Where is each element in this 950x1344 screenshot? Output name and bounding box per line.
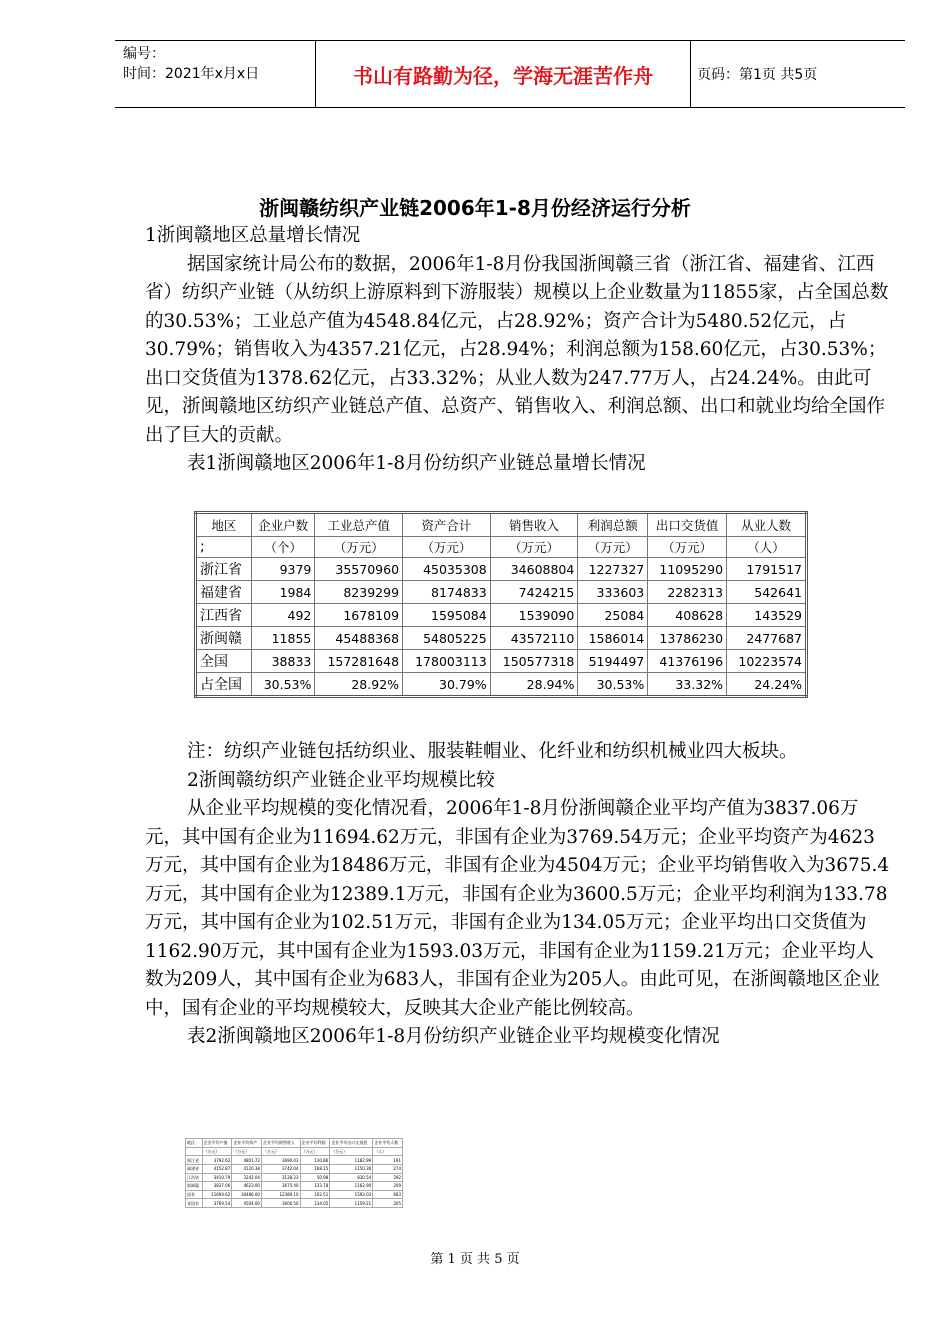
table-cell: 333603 (578, 581, 648, 604)
table2-unit-cell: （万元） (330, 1147, 373, 1156)
table1-unit-cell: （个） (251, 537, 315, 558)
table1-header-cell: 从业人数 (727, 513, 807, 537)
table-cell: 38833 (251, 650, 315, 673)
table2-header-cell: 地区 (186, 1139, 203, 1148)
table-cell: 134.05 (300, 1199, 330, 1208)
table-row (186, 1156, 403, 1165)
table-cell: 4623.00 (232, 1182, 262, 1191)
doc-number-label: 编号： (123, 46, 165, 62)
table2-unit-cell: （人） (373, 1147, 403, 1156)
table2-region-cell: 非国有 (186, 1199, 203, 1208)
table-cell: 2477687 (727, 627, 807, 650)
table-cell: 4152.87 (202, 1164, 232, 1173)
table-cell: 1150.36 (330, 1164, 373, 1173)
table-cell: 205 (373, 1199, 403, 1208)
table2-region-cell: 浙江省 (186, 1156, 203, 1165)
table-cell: 3675.40 (261, 1182, 300, 1191)
table-cell: 102.51 (300, 1190, 330, 1199)
table-cell: 1678109 (315, 604, 403, 627)
section1-heading: 1浙闽赣地区总量增长情况 (145, 225, 361, 246)
section2-heading: 2浙闽赣纺织产业链企业平均规模比较 (187, 769, 495, 791)
table-cell: 2282313 (648, 581, 727, 604)
table2-caption: 表2浙闽赣地区2006年1-8月份纺织产业链企业平均规模变化情况 (187, 1026, 720, 1047)
table-cell: 292 (373, 1173, 403, 1182)
table-row (186, 1190, 403, 1199)
header-meta (123, 44, 313, 84)
table2-header-cell: 企业平均利润 (300, 1139, 330, 1148)
table-cell: 143529 (727, 604, 807, 627)
table-cell: 18486.00 (232, 1190, 262, 1199)
table1-header-cell: 销售收入 (490, 513, 578, 537)
table-cell: 150577318 (490, 650, 578, 673)
table-cell: 3742.04 (261, 1164, 300, 1173)
table-cell: 9379 (251, 558, 315, 581)
table-cell: 11855 (251, 627, 315, 650)
table-cell: 4801.72 (232, 1156, 262, 1165)
table-cell: 25084 (578, 604, 648, 627)
table2-unit-cell: （万元） (300, 1147, 330, 1156)
table-cell: 274 (373, 1164, 403, 1173)
table-row (186, 1173, 403, 1182)
table1-unit-cell: （万元） (315, 537, 403, 558)
table1-region-cell: 全国 (196, 650, 252, 673)
table-cell: 209 (373, 1182, 403, 1191)
table-cell: 50.98 (300, 1173, 330, 1182)
table-cell: 133.78 (300, 1182, 330, 1191)
table-cell: 7424215 (490, 581, 578, 604)
table-cell: 10223574 (727, 650, 807, 673)
table1-unit-cell: （万元） (578, 537, 648, 558)
table2-unit-cell (186, 1147, 203, 1156)
table2-units-row (186, 1147, 403, 1156)
table2-region-cell: 国有 (186, 1190, 203, 1199)
table2-header-cell: 企业平均人数 (373, 1139, 403, 1148)
table2-region-cell: 福建省 (186, 1164, 203, 1173)
table-cell: 30.79% (403, 673, 491, 697)
section2-body: 从企业平均规模的变化情况看，2006年1-8月份浙闽赣企业平均产值为3837.06万元，其中国有企业为11694.62万元，非国有企业为3769.54万元；企业平均资产为4623万元，其中国有企业为18486万元，非国有企业为4504万元；企业平均销售收入为3675.4万元，其中国有企业为12389.1万元，非国有企业为3600.5万元；企业平均利润为133.78万元，其中国有企业为102.51万元，非国有企业为134.05万元；企业平均出口交货值为1162.90万元，其中国有企业为1593.03万元，非国有企业为1159.21万元；企业平均人数为209人，其中国有企业为683人，非国有企业为205人。由此可见，在浙闽赣地区企业中，国有企业的平均规模较大，反映其大企业产能比例较高。 (145, 798, 890, 1019)
table1-header-cell: 地区 (196, 513, 252, 537)
table-cell: 11095290 (648, 558, 727, 581)
table-row (196, 650, 807, 673)
table1-header-cell: 利润总额 (578, 513, 648, 537)
table-row (196, 627, 807, 650)
table1-unit-cell: （万元） (490, 537, 578, 558)
table-row (196, 581, 807, 604)
table-row (186, 1182, 403, 1191)
table1-unit-cell: ; (196, 537, 252, 558)
table-cell: 54805225 (403, 627, 491, 650)
table-cell: 35570960 (315, 558, 403, 581)
section1 (145, 222, 890, 479)
table-cell: 3837.06 (202, 1182, 232, 1191)
table1-header-cell: 企业户数 (251, 513, 315, 537)
table2-unit-cell: （万元） (202, 1147, 232, 1156)
page-header (115, 40, 905, 108)
table1-unit-cell: （万元） (403, 537, 491, 558)
table-cell: 130.86 (300, 1156, 330, 1165)
table-cell: 3242.04 (232, 1173, 262, 1182)
table-cell: 3769.54 (202, 1199, 232, 1208)
table1-region-cell: 浙江省 (196, 558, 252, 581)
table1-header-cell: 工业总产值 (315, 513, 403, 537)
table2-header-cell: 企业平均出口交货值 (330, 1139, 373, 1148)
table-cell: 3600.50 (261, 1199, 300, 1208)
table1-header-cell: 资产合计 (403, 513, 491, 537)
table2-header-row (186, 1139, 403, 1148)
table-cell: 178003113 (403, 650, 491, 673)
table-cell: 1595084 (403, 604, 491, 627)
table-cell: 13786230 (648, 627, 727, 650)
table-cell: 28.92% (315, 673, 403, 697)
table-cell: 1227327 (578, 558, 648, 581)
table-cell: 28.94% (490, 673, 578, 697)
table-cell: 45035308 (403, 558, 491, 581)
table1-caption: 表1浙闽赣地区2006年1-8月份纺织产业链总量增长情况 (187, 453, 646, 474)
table-cell: 11694.62 (202, 1190, 232, 1199)
header-page-info: 页码：第1页 共5页 (697, 67, 818, 83)
section2 (145, 738, 890, 1052)
table-cell: 30.53% (578, 673, 648, 697)
table-row (196, 604, 807, 627)
table1-unit-cell: （人） (727, 537, 807, 558)
table-row (186, 1199, 403, 1208)
table2-unit-cell: （万元） (232, 1147, 262, 1156)
table-cell: 33.32% (648, 673, 727, 697)
table1-header-row (196, 513, 807, 537)
table1-region-cell: 江西省 (196, 604, 252, 627)
table2 (185, 1138, 403, 1208)
table2-unit-cell: （万元） (261, 1147, 300, 1156)
table-row (196, 558, 807, 581)
table-cell: 45488368 (315, 627, 403, 650)
table2-header-cell: 企业平均资产 (232, 1139, 262, 1148)
table-cell: 1593.03 (330, 1190, 373, 1199)
table-cell: 5194497 (578, 650, 648, 673)
doc-time-label: 时间：2021年x月x日 (123, 66, 260, 82)
table-cell: 1162.90 (330, 1182, 373, 1191)
table-cell: 4120.38 (232, 1164, 262, 1173)
table-cell: 34608804 (490, 558, 578, 581)
table1-region-cell: 福建省 (196, 581, 252, 604)
table-cell: 542641 (727, 581, 807, 604)
table1 (194, 511, 808, 698)
table-cell: 4504.00 (232, 1199, 262, 1208)
table-cell: 191 (373, 1156, 403, 1165)
table-cell: 1539090 (490, 604, 578, 627)
table2-region-cell: 浙闽赣 (186, 1182, 203, 1191)
table1-region-cell: 占全国 (196, 673, 252, 697)
section1-body: 据国家统计局公布的数据，2006年1-8月份我国浙闽赣三省（浙江省、福建省、江西省）纺织产业链（从纺织上游原料到下游服装）规模以上企业数量为11855家，占全国总数的30.53%；工业总产值为4548.84亿元，占28.92%；资产合计为5480.52亿元，占30.79%；销售收入为4357.21亿元，占28.94%；利润总额为158.60亿元，占30.53%；出口交货值为1378.62亿元，占33.32%；从业人数为247.77万人，占24.24%。由此可见，浙闽赣地区纺织产业链总产值、总资产、销售收入、利润总额、出口和就业均给全国作出了巨大的贡献。 (145, 253, 889, 446)
table-cell: 43572110 (490, 627, 578, 650)
table-cell: 1984 (251, 581, 315, 604)
table-row (186, 1164, 403, 1173)
header-motto: 书山有路勤为径，学海无涯苦作舟 (315, 41, 691, 107)
table-cell: 408628 (648, 604, 727, 627)
table-cell: 1159.21 (330, 1199, 373, 1208)
document-title: 浙闽赣纺织产业链2006年1-8月份经济运行分析 (259, 196, 691, 220)
table-cell: 1586014 (578, 627, 648, 650)
table2-region-cell: 江西省 (186, 1173, 203, 1182)
table1-units-row (196, 537, 807, 558)
table1-unit-cell: （万元） (648, 537, 727, 558)
table2-header-cell: 企业平均产值 (202, 1139, 232, 1148)
table1-region-cell: 浙闽赣 (196, 627, 252, 650)
table-cell: 41376196 (648, 650, 727, 673)
table-cell: 3690.03 (261, 1156, 300, 1165)
table-cell: 492 (251, 604, 315, 627)
table-cell: 830.54 (330, 1173, 373, 1182)
table-cell: 3410.79 (202, 1173, 232, 1182)
table-cell: 683 (373, 1190, 403, 1199)
table-cell: 168.15 (300, 1164, 330, 1173)
table-cell: 12389.10 (261, 1190, 300, 1199)
table2-header-cell: 企业平均销售收入 (261, 1139, 300, 1148)
table-cell: 157281648 (315, 650, 403, 673)
table1-header-cell: 出口交货值 (648, 513, 727, 537)
table-cell: 1182.99 (330, 1156, 373, 1165)
table-cell: 8174833 (403, 581, 491, 604)
page-footer: 第 1 页 共 5 页 (430, 1252, 520, 1267)
table1-note: 注：纺织产业链包括纺织业、服装鞋帽业、化纤业和纺织机械业四大板块。 (187, 741, 798, 762)
table-cell: 8239299 (315, 581, 403, 604)
table-cell: 30.53% (251, 673, 315, 697)
table-cell: 24.24% (727, 673, 807, 697)
table-cell: 3128.23 (261, 1173, 300, 1182)
table-cell: 1791517 (727, 558, 807, 581)
table-row (196, 673, 807, 697)
table-cell: 3792.62 (202, 1156, 232, 1165)
